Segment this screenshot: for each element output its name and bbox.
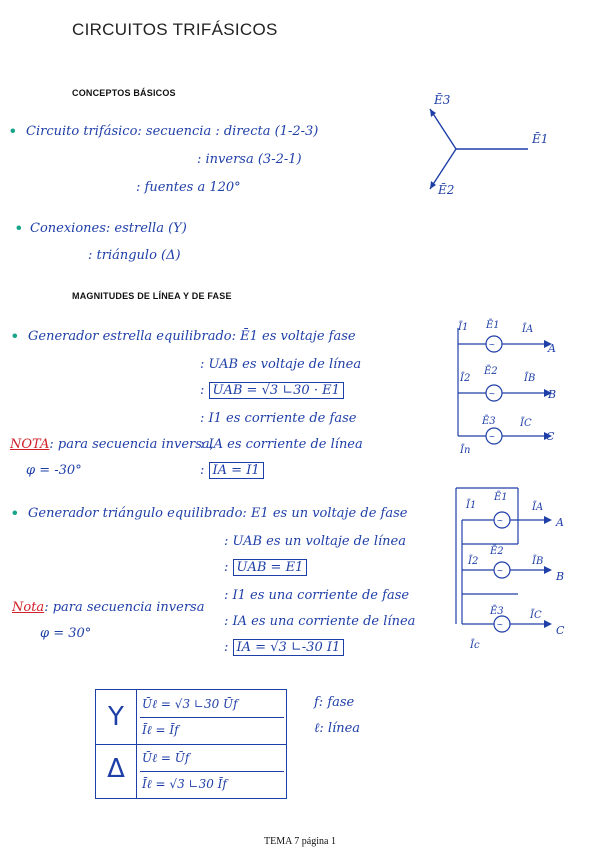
text-ia-linea: : IA es corriente de línea xyxy=(200,437,363,452)
table-divider-delta xyxy=(140,771,284,772)
page-footer: TEMA 7 página 1 xyxy=(264,836,336,847)
table-delta-voltage: Ūℓ = Ūf xyxy=(142,751,190,765)
text-generador-estrella: Generador estrella equilibrado: Ē1 es voltaje fase xyxy=(28,329,356,344)
star-label-in: Īn xyxy=(460,445,471,456)
text-circuito-trifasico: Circuito trifásico: secuencia : directa (1-2-3) xyxy=(26,124,319,139)
svg-text:~: ~ xyxy=(489,340,495,351)
star-label-c: C xyxy=(546,430,555,443)
delta-label-ib: ĪB xyxy=(532,556,544,567)
text-ia-una-corriente: : IA es una corriente de línea xyxy=(224,614,416,629)
delta-label-ic: ĪC xyxy=(530,610,542,621)
delta-label-i2: Ī2 xyxy=(468,556,479,567)
phasor-label-e2: Ē2 xyxy=(438,183,455,197)
delta-label-e1: Ē1 xyxy=(494,492,508,503)
legend-linea: ℓ: línea xyxy=(314,721,361,736)
table-delta-symbol: Δ xyxy=(107,754,125,784)
delta-label-i1: Ī1 xyxy=(466,500,477,511)
bullet-dot: • xyxy=(12,328,18,345)
equation-row-ia-delta: : ĪA = √3 ∟-30 Ī1 xyxy=(224,640,344,655)
svg-text:~: ~ xyxy=(497,620,503,631)
svg-text:~: ~ xyxy=(497,516,503,527)
text-fuentes-120: : fuentes a 120° xyxy=(136,180,241,195)
delta-label-ia: ĪA xyxy=(532,502,544,513)
delta-label-e3: Ē3 xyxy=(490,606,504,617)
star-circuit-diagram xyxy=(448,318,578,458)
star-label-ib: ĪB xyxy=(524,373,536,384)
bullet-dot: • xyxy=(10,123,16,140)
delta-label-ic-return: Īc xyxy=(470,640,480,651)
star-label-i2: Ī2 xyxy=(460,373,471,384)
text-uab-un-voltaje: : UAB es un voltaje de línea xyxy=(224,534,406,549)
boxed-equation-ia-delta: ĪA = √3 ∟-30 Ī1 xyxy=(233,639,345,656)
note-text: : para secuencia inversa xyxy=(44,600,205,615)
note-label: NOTA xyxy=(10,437,50,452)
star-label-a: A xyxy=(548,342,556,355)
summary-table xyxy=(95,689,287,799)
star-label-ia: ĪA xyxy=(522,324,534,335)
boxed-equation-uab-delta: ŪAB = Ē1 xyxy=(233,559,308,576)
delta-label-e2: Ē2 xyxy=(490,546,504,557)
equation-row-ia-star: : ĪA = Ī1 xyxy=(200,463,264,478)
section-heading-magnitudes: MAGNITUDES DE LÍNEA Y DE FASE xyxy=(72,291,232,301)
phasor-label-e1: Ē1 xyxy=(532,132,549,146)
table-star-current: Īℓ = Īf xyxy=(142,723,179,737)
phasor-label-e3: Ē3 xyxy=(434,93,451,107)
equation-row-uab-star: : ŪAB = √3 ∟30 · Ē1 xyxy=(200,383,344,398)
star-label-e2: Ē2 xyxy=(484,366,498,377)
note-phi-star: φ = -30° xyxy=(26,463,82,478)
delta-label-b: B xyxy=(556,570,565,583)
table-star-symbol: Y xyxy=(108,702,124,732)
table-divider-horizontal xyxy=(96,744,286,745)
star-label-b: B xyxy=(548,388,557,401)
note-delta xyxy=(12,600,204,615)
note-phi-delta: φ = 30° xyxy=(40,626,92,641)
bullet-dot: • xyxy=(12,505,18,522)
note-label: Nota xyxy=(12,600,45,615)
boxed-equation-ia: ĪA = Ī1 xyxy=(209,462,264,479)
table-delta-current: Īℓ = √3 ∟30 Īf xyxy=(142,777,227,791)
boxed-equation-uab: ŪAB = √3 ∟30 · Ē1 xyxy=(209,382,344,399)
delta-label-c: C xyxy=(556,624,565,637)
section-heading-conceptos: CONCEPTOS BÁSICOS xyxy=(72,88,176,98)
table-divider-star xyxy=(140,717,284,718)
equation-row-uab-delta: : ŪAB = Ē1 xyxy=(224,560,307,575)
delta-label-a: A xyxy=(556,516,564,529)
star-label-e3: Ē3 xyxy=(482,416,496,427)
text-uab-linea: : UAB es voltaje de línea xyxy=(200,357,362,372)
note-star xyxy=(10,437,214,452)
star-label-e1: Ē1 xyxy=(486,320,500,331)
star-label-ic: ĪC xyxy=(520,418,532,429)
table-star-voltage: Ūℓ = √3 ∟30 Ūf xyxy=(142,697,238,711)
page-title: CIRCUITOS TRIFÁSICOS xyxy=(72,20,278,39)
text-i1-fase: : I1 es corriente de fase xyxy=(200,411,357,426)
star-label-i1: Ī1 xyxy=(458,322,469,333)
text-secuencia-inversa: : inversa (3-2-1) xyxy=(197,152,302,167)
note-text: : para secuencia inversa, xyxy=(49,437,214,452)
bullet-dot: • xyxy=(16,220,22,237)
legend-fase: f: fase xyxy=(314,695,355,710)
text-generador-triangulo: Generador triángulo equilibrado: E1 es un voltaje de fase xyxy=(28,506,408,521)
text-conexiones-estrella: Conexiones: estrella (Y) xyxy=(30,221,187,236)
text-i1-una-corriente: : I1 es una corriente de fase xyxy=(224,588,410,603)
svg-text:~: ~ xyxy=(489,389,495,400)
text-conexiones-triangulo: : triángulo (Δ) xyxy=(88,248,181,263)
svg-text:~: ~ xyxy=(497,566,503,577)
svg-text:~: ~ xyxy=(489,432,495,443)
